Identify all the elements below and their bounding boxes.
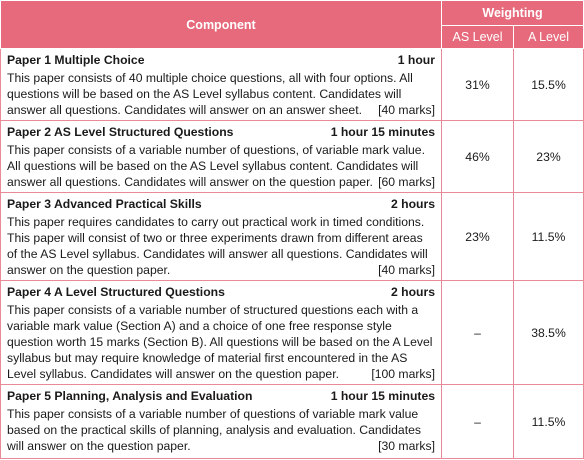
paper-title: Paper 2 AS Level Structured Questions: [7, 125, 234, 139]
a-level-header: A Level: [514, 26, 584, 49]
paper-duration: 2 hours: [390, 285, 435, 299]
as-level-weighting: 23%: [442, 193, 514, 281]
paper-description: This paper requires candidates to carry out practical work in timed conditions. This paper will consist of two or three experiments drawn from different areas of the AS Level syllabus. Candidates will answer all questions. Candidates will answer on the question paper.: [7, 215, 428, 277]
paper-description: This paper consists of a variable number of structured questions each with a variable mark value (Section A) and a choice of one free response style question worth 15 marks (Section B). All questions will be based on the A Level syllabus but may require knowledge of material first encountered in the AS Level syllabus. Candidates will answer on the question paper.: [7, 303, 433, 381]
paper-duration: 1 hour 15 minutes: [330, 125, 435, 139]
a-level-weighting: 23%: [514, 121, 584, 193]
paper-marks: [100 marks]: [371, 367, 435, 381]
component-cell: [1, 281, 442, 385]
component-cell: [1, 49, 442, 121]
as-level-weighting: 46%: [442, 121, 514, 193]
paper-duration: 2 hours: [390, 197, 435, 211]
paper-title: Paper 5 Planning, Analysis and Evaluation: [7, 389, 253, 403]
a-level-weighting: 11.5%: [514, 385, 584, 459]
paper-title: Paper 1 Multiple Choice: [7, 53, 145, 67]
table-row: [1, 193, 584, 281]
table-row: [1, 49, 584, 121]
as-level-weighting: 31%: [442, 49, 514, 121]
paper-duration: 1 hour 15 minutes: [330, 389, 435, 403]
component-cell: [1, 193, 442, 281]
weighting-header: Weighting: [442, 1, 584, 26]
paper-marks: [40 marks]: [378, 263, 435, 277]
paper-title: Paper 3 Advanced Practical Skills: [7, 197, 202, 211]
component-cell: [1, 385, 442, 459]
paper-marks: [30 marks]: [378, 439, 435, 453]
component-header: Component: [1, 1, 442, 49]
paper-marks: [40 marks]: [378, 103, 435, 117]
paper-description: This paper consists of 40 multiple choice questions, all with four options. All questions will be based on the AS Level syllabus content. Candidates will answer all questions. Candidates will answer on an answer sheet.: [7, 71, 413, 117]
table-row: [1, 281, 584, 385]
a-level-weighting: 38.5%: [514, 281, 584, 385]
table-row: [1, 385, 584, 459]
paper-duration: 1 hour: [397, 53, 435, 67]
as-level-header: AS Level: [442, 26, 514, 49]
component-cell: [1, 121, 442, 193]
paper-description: This paper consists of a variable number of questions, of variable mark value. All questions will be based on the AS Level syllabus content. Candidates will answer all questions. Candidates will answer on the question paper.: [7, 143, 425, 189]
a-level-weighting: 15.5%: [514, 49, 584, 121]
a-level-weighting: 11.5%: [514, 193, 584, 281]
table-row: [1, 121, 584, 193]
paper-title: Paper 4 A Level Structured Questions: [7, 285, 225, 299]
paper-marks: [60 marks]: [378, 175, 435, 189]
as-level-weighting: –: [442, 281, 514, 385]
paper-description: This paper consists of a variable number of questions of variable mark value based on the practical skills of planning, analysis and evaluation. Candidates will answer on the question paper.: [7, 407, 421, 453]
as-level-weighting: –: [442, 385, 514, 459]
